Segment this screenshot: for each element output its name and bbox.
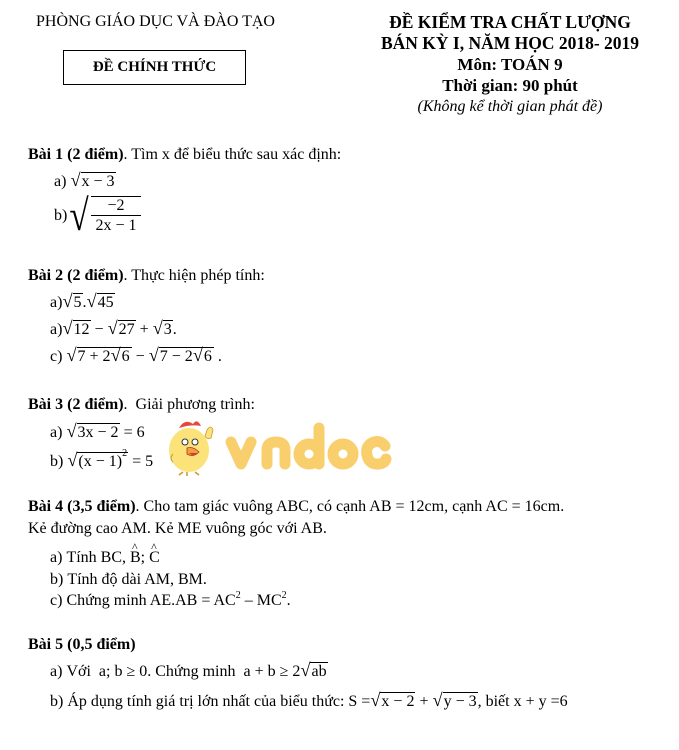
- item-label: a): [50, 663, 63, 680]
- item-label: a): [50, 294, 63, 311]
- item-label: a): [50, 321, 63, 338]
- problem-3-heading: [28, 396, 255, 414]
- exam-header: [345, 12, 675, 117]
- item-label: b): [50, 571, 64, 588]
- problem-5-item-b: b) Áp dụng tính giá trị lớn nhất của biểu thức: S =√x − 2 + √y − 3, biết x + y =6: [50, 690, 568, 710]
- problem-3-item-a: a) √3x − 2 = 6: [50, 421, 145, 441]
- problem-title: Bài 3 (2 điểm): [28, 396, 124, 413]
- item-label: a): [50, 424, 63, 441]
- department-name: PHÒNG GIÁO DỤC VÀ ĐÀO TẠO: [36, 13, 275, 30]
- official-label-box: ĐỀ CHÍNH THỨC: [63, 50, 246, 85]
- item-label: b): [54, 207, 68, 224]
- problem-1-heading: [28, 146, 341, 164]
- problem-title: Bài 1 (2 điểm): [28, 146, 124, 163]
- problem-1-item-a: [54, 170, 116, 191]
- exam-duration-note: (Không kể thời gian phát đề): [417, 98, 603, 115]
- problem-2-heading: [28, 267, 265, 285]
- item-label: a): [50, 549, 63, 566]
- item-label: b): [50, 453, 64, 470]
- radical-sign: √: [69, 191, 90, 240]
- problem-title: Bài 5 (0,5 điểm): [28, 636, 136, 653]
- exam-subject: Môn: TOÁN 9: [457, 55, 563, 74]
- item-label: b): [50, 693, 64, 710]
- problem-4-item-b: b) Tính độ dài AM, BM.: [50, 571, 207, 588]
- problem-prompt: . Cho tam giác vuông ABC, có cạnh AB = 12cm, cạnh AC = 16cm.: [135, 498, 565, 515]
- problem-prompt: . Tìm x để biểu thức sau xác định:: [123, 146, 342, 163]
- problem-title: Bài 2 (2 điểm): [28, 267, 124, 284]
- sqrt-fraction: √ $\frac{-2}{2x - 1}$: [67, 194, 140, 238]
- item-label: c): [50, 592, 63, 609]
- sqrt-expression: √x − 3: [70, 170, 115, 190]
- problem-prompt: . Giải phương trình:: [123, 396, 255, 413]
- problem-4-item-a: a) Tính BC, ^ B; ^ C: [50, 549, 160, 567]
- problem-3-item-b: b) $√(x - 1)^2 = 5$: [50, 448, 154, 470]
- problem-2-item-c: c) √7 + 2√6 − √7 − 2√6 .: [50, 345, 222, 365]
- problem-2-item-a: a)√5.√45: [50, 291, 114, 311]
- problem-5-item-a: a) Với a; b ≥ 0. Chứng minh a + b ≥ 2√ab: [50, 660, 327, 680]
- vndoc-watermark-logo: [165, 414, 395, 478]
- angle-c: ^ C: [149, 549, 160, 567]
- vndoc-wordmark: [231, 428, 386, 464]
- chick-mascot-icon: [169, 421, 213, 476]
- item-label: a): [54, 173, 67, 190]
- exam-title: ĐỀ KIỂM TRA CHẤT LƯỢNG: [389, 12, 631, 32]
- exam-duration: Thời gian: 90 phút: [442, 76, 578, 95]
- item-label: c): [50, 348, 63, 365]
- problem-4-prompt-line2: Kẻ đường cao AM. Kẻ ME vuông góc với AB.: [28, 520, 327, 537]
- problem-prompt: . Thực hiện phép tính:: [123, 267, 265, 284]
- problem-4-item-c: c) Chứng minh $AE.AB = AC^2 - MC^2$.: [50, 590, 291, 609]
- exam-period: BÁN KỲ I, NĂM HỌC 2018- 2019: [380, 33, 640, 53]
- angle-b: ^ B: [130, 549, 141, 567]
- problem-5-heading: [28, 636, 136, 654]
- problem-4-heading: [28, 498, 564, 516]
- problem-1-item-b: [54, 191, 141, 240]
- problem-2-item-b: a)√12 − √27 + √3.: [50, 318, 177, 338]
- problem-title: Bài 4 (3,5 điểm): [28, 498, 136, 515]
